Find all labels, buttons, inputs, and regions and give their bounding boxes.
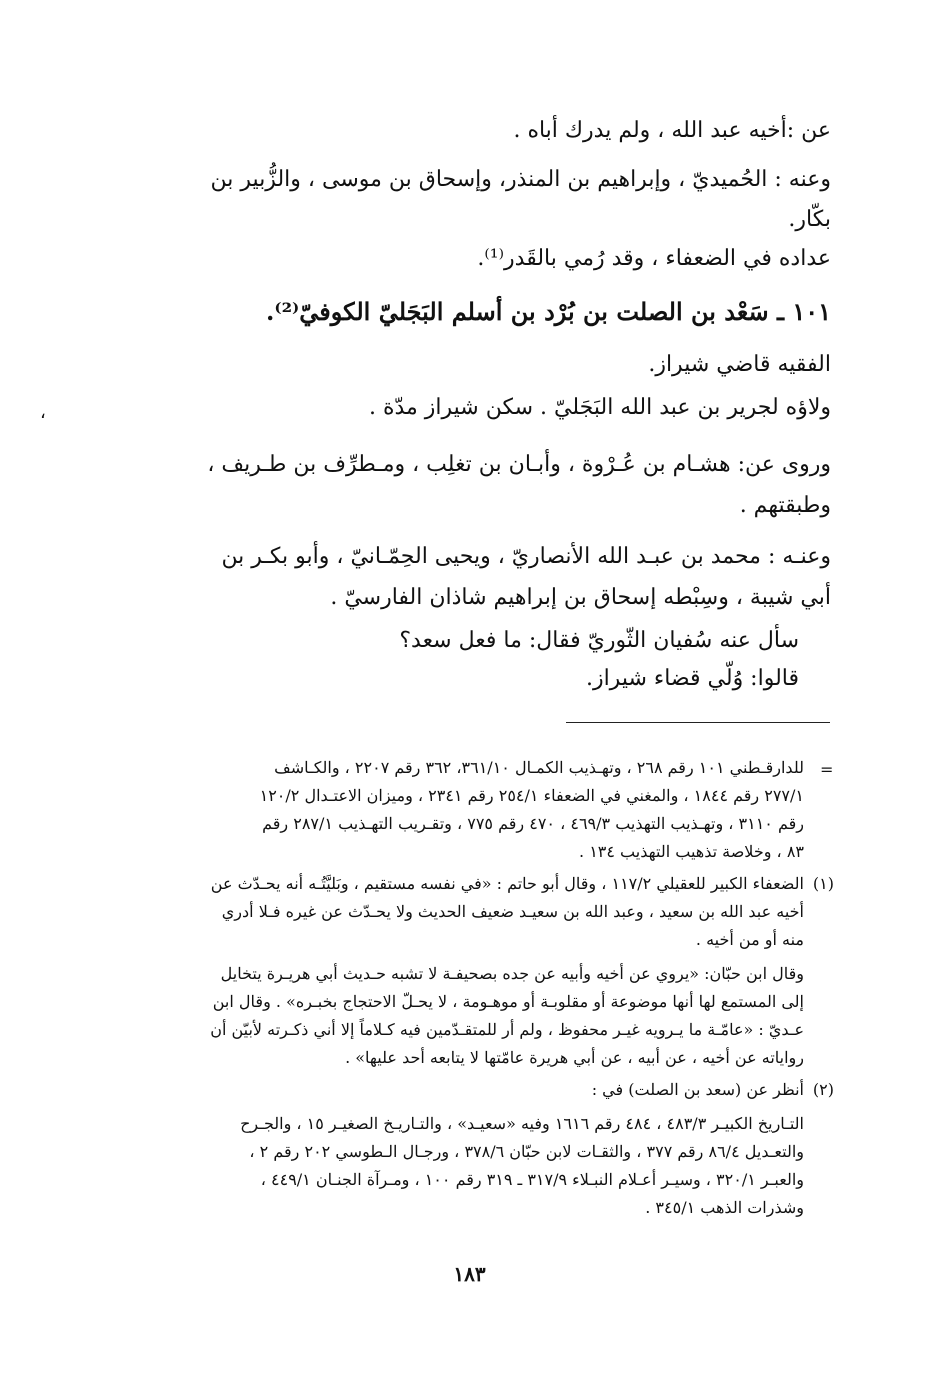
footnote-cont-line: رقم ٣١١٠ ، وتهـذيب التهذيب ٤٦٩/٣ ، ٤٧٠ رقم ٧٧٥ ، وتقـريب التهـذيب ٢٨٧/١ رقم: [262, 814, 804, 833]
page-number: ١٨٣: [453, 1262, 486, 1286]
footnote-1-line: الضعفاء الكبير للعقيلي ١١٧/٢ ، وقال أبو حاتم : «في نفسه مستقيم ، وبَليَّتُـه أنه يحـدّث عن: [210, 874, 804, 893]
footnote-2-line: والتعـديل ٨٦/٤ رقم ٣٧٧ ، والثقـات لابن حبّان ٣٧٨/٦ ، ورجـال الـطوسي ٢٠٢ رقم ٢ ،: [249, 1142, 804, 1161]
footnote-1b-line: وقال ابن حبّان: «يروي عن أخيه وأبيه عن جده بصحيفـة لا تشبه حـديث أبي هريـرة يتخايل: [220, 964, 804, 983]
footnote-1-line: منه أو من أخيه .: [695, 930, 804, 949]
text-line-students-cont: أبي شيبة ، وسِبْطه إسحاق بن إبراهيم شاذان الفارسيّ .: [330, 585, 831, 610]
footnote-cont-line: للدارقـطني ١٠١ رقم ٢٦٨ ، وتهـذيب الكمـال ٣٦١/١٠، ٣٦٢ رقم ٢٢٠٧ ، والكـاشف: [274, 758, 804, 777]
text-line-narrated-from: وروى عن: هشـام بن عُـرْوة ، وأبـان بن تغلِب ، ومـطرِّف بن طـريف ،: [207, 452, 831, 477]
footnote-1b-line: رواياته عن أخيه ، عن أبيه ، عن أبي هريرة عامّتها لا يتابعه أحد عليها» .: [345, 1048, 804, 1067]
footnote-1-number: (١): [812, 874, 834, 893]
stray-mark: ،: [40, 402, 46, 423]
footnote-2-line: والعبـر ٣٢٠/١ ، وسيـر أعـلام النبـلاء ٣١٧/٩ ـ ٣١٩ رقم ١٠٠ ، ومـرآة الجنـان ٤٤٩/١ ،: [260, 1170, 804, 1189]
entry-heading: ١٠١ ـ سَعْد بن الصلت بن بُرْد بن أسلم البَجَليّ الكوفيّ⁽²⁾.: [266, 297, 831, 326]
text-line-client: ولاؤه لجرير بن عبد الله البَجَليّ . سكن شيراز مدّة .: [368, 395, 831, 420]
footnote-2-number: (٢): [812, 1080, 834, 1099]
footnote-cont-line: ٢٧٧/١ رقم ١٨٤٤ ، والمغني في الضعفاء ٢٥٤/١ رقم ٢٣٤١ ، وميزان الاعتـدال ١٢٠/٢: [259, 786, 804, 805]
text-line-weak: عداده في الضعفاء ، وقد رُمي بالقَدر⁽¹⁾.: [477, 246, 831, 271]
text-line-judge: الفقيه قاضي شيراز.: [648, 352, 831, 377]
footnote-separator: [566, 722, 830, 723]
text-line-narrators-from: عن :أخيه عبد الله ، ولم يدرك أباه .: [513, 118, 831, 143]
text-line-narrated-from-cont: وطبقتهم .: [739, 493, 831, 518]
text-line-students: وعنـه : محمد بن عبـد الله الأنصاريّ ، ويحيى الحِمّـانيّ ، وأبو بكـر بن: [221, 544, 831, 569]
text-line-narrated-by: وعنه : الحُميديّ ، وإبراهيم بن المنذر، وإسحاق بن موسى ، والزُّبير بن: [210, 167, 831, 192]
footnote-cont-line: ٨٣ ، وخلاصة تذهيب التهذيب ١٣٤ .: [579, 842, 804, 861]
footnote-2-heading: أنظر عن (سعد بن الصلت) في :: [591, 1080, 804, 1099]
footnote-1b-line: عـديّ : «عامّـة ما يـرويه غيـر محفوظ ، ولم أر للمتقـدّمين فيه كـلاماً إلا أني ذكـرته لأبيّن أن: [210, 1020, 804, 1039]
text-line-sufyan: سأل عنه سُفيان الثّوريّ فقال: ما فعل سعد؟: [399, 628, 799, 653]
footnote-2-line: التـاريخ الكبيـر ٤٨٣/٣ ، ٤٨٤ رقم ١٦١٦ وفيه «سعيـد» ، والتـاريـخ الصغيـر ١٥ ، والجـرح: [240, 1114, 804, 1133]
text-line-narrated-by-cont: بكّار.: [788, 207, 831, 232]
footnote-continuation-marker: =: [820, 760, 834, 779]
footnote-1b-line: إلى المستمع لها أنها موضوعة أو مقلوبـة أو موهـومة ، لا يحـلّ الاحتجاج بخبـره» . وقال ابن: [212, 992, 804, 1011]
footnote-2-line: وشذرات الذهب ٣٤٥/١ .: [645, 1198, 804, 1217]
footnote-1-line: أخيه عبد الله بن سعيد ، وعبد الله بن سعيـد ضعيف الحديث ولا يحـدّث عن غيره فـلا أدري: [221, 902, 804, 921]
text-line-reply: قالوا: وُلّي قضاء شيراز.: [585, 666, 799, 691]
